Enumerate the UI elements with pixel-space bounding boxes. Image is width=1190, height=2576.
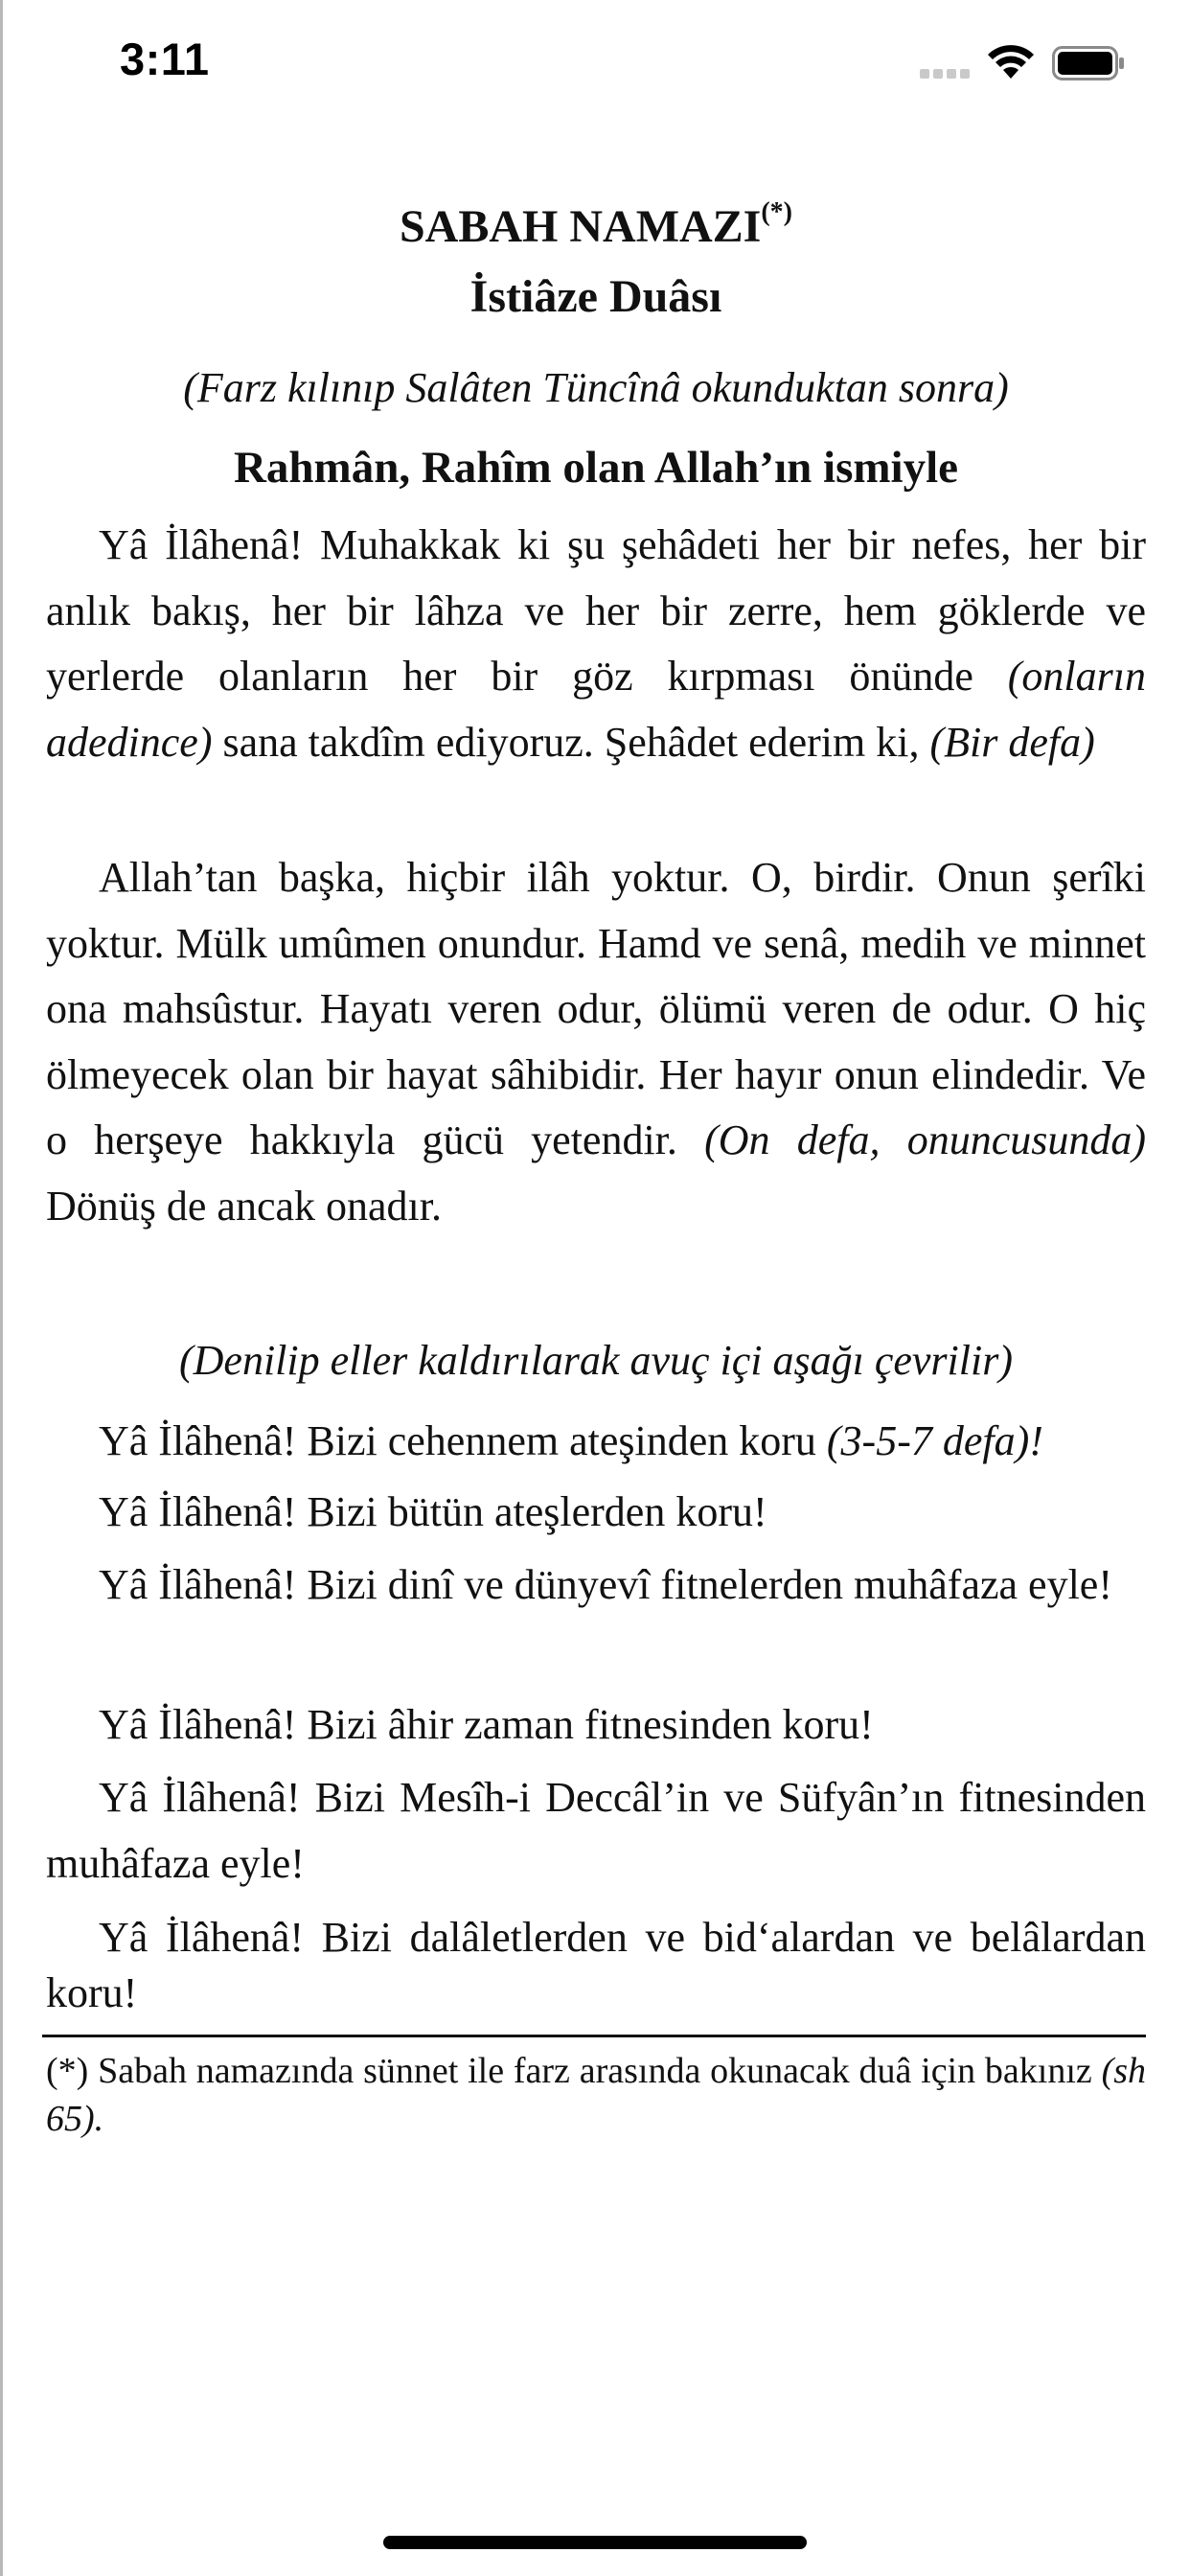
- footnote-italic: (sh 65).: [46, 2051, 1147, 2139]
- status-time: 3:11: [120, 34, 210, 84]
- footnote-text: (*) Sabah namazında sünnet ile farz arasında okunacak duâ için bakınız: [46, 2051, 1092, 2091]
- prayer-line-1-text: Yâ İlâhenâ! Bizi cehennem ateşinden koru: [99, 1417, 816, 1464]
- status-bar: [0, 0, 1190, 134]
- paragraph-2-text: Allah’tan başka, hiçbir ilâh yoktur. O, birdir. Onun şerîki yoktur. Mülk umûmen onundur. Hamd ve senâ, medih ve minnet ona mahsûstur. Hayatı veren odur, ölümü veren de odur. O hiç ölmeyecek olan bir hayat sâhibidir. Her hayır onun elindedir. Ve o herşeye hakkıyla gücü yetendir.: [46, 854, 1146, 1163]
- footnote-marker: (*): [761, 197, 793, 227]
- paragraph-1-text: Yâ İlâhenâ! Muhakkak ki şu şehâdeti her bir nefes, her bir anlık bakış, her bir lâhza ve her bir zerre, hem göklerde ve yerlerde olanların her bir göz kırpması önünde: [46, 521, 1146, 700]
- footnote: [46, 2047, 1146, 2143]
- title-text: SABAH NAMAZI: [399, 201, 762, 252]
- paragraph-1-italic-2: (Bir defa): [929, 718, 1095, 766]
- page-edge: [0, 0, 3, 2576]
- prayer-line-2: Yâ İlâhenâ! Bizi bütün ateşlerden koru!: [99, 1488, 767, 1535]
- paragraph-1-italic: (onların adedince): [46, 653, 1146, 766]
- prayer-line-1: [46, 1409, 1146, 1475]
- prayer-line-6: Yâ İlâhenâ! Bizi dalâletlerden ve bid‘alardan ve belâlardan koru!: [46, 1914, 1146, 2016]
- paragraph-2-italic: (On defa, onuncusunda): [704, 1116, 1146, 1163]
- paragraph-1: [46, 513, 1146, 775]
- paragraph-1-text-2: sana takdîm ediyoruz. Şehâdet ederim ki,: [222, 718, 920, 766]
- prayer-line-1-italic: (3-5-7 defa)!: [826, 1417, 1043, 1464]
- prayer-line-4: Yâ İlâhenâ! Bizi âhir zaman fitnesinden koru!: [99, 1701, 874, 1748]
- battery-icon: [1052, 46, 1125, 80]
- home-indicator[interactable]: [383, 2536, 807, 2549]
- prayer-line-3: Yâ İlâhenâ! Bizi dinî ve dünyevî fitnelerden muhâfaza eyle!: [99, 1561, 1112, 1608]
- prayer-line-5: Yâ İlâhenâ! Bizi Mesîh-i Deccâl’in ve Süfyân’ın fitnesinden muhâfaza eyle!: [46, 1774, 1146, 1887]
- paragraph-2-text-2: Dönüş de ancak onadır.: [46, 1182, 442, 1230]
- wifi-icon: [987, 44, 1035, 80]
- subtitle: İstiâze Duâsı: [469, 271, 722, 322]
- signal-icon: [920, 67, 973, 80]
- instruction-before: (Farz kılınıp Salâten Tüncînâ okunduktan sonra): [183, 364, 1009, 411]
- paragraph-2: [46, 845, 1146, 1239]
- instruction-after: (Denilip eller kaldırılarak avuç içi aşağı çevrilir): [178, 1337, 1013, 1384]
- basmala-heading: Rahmân, Rahîm olan Allah’ın ismiyle: [233, 443, 959, 493]
- footnote-divider: [42, 2035, 1146, 2037]
- page-title: [46, 184, 1146, 256]
